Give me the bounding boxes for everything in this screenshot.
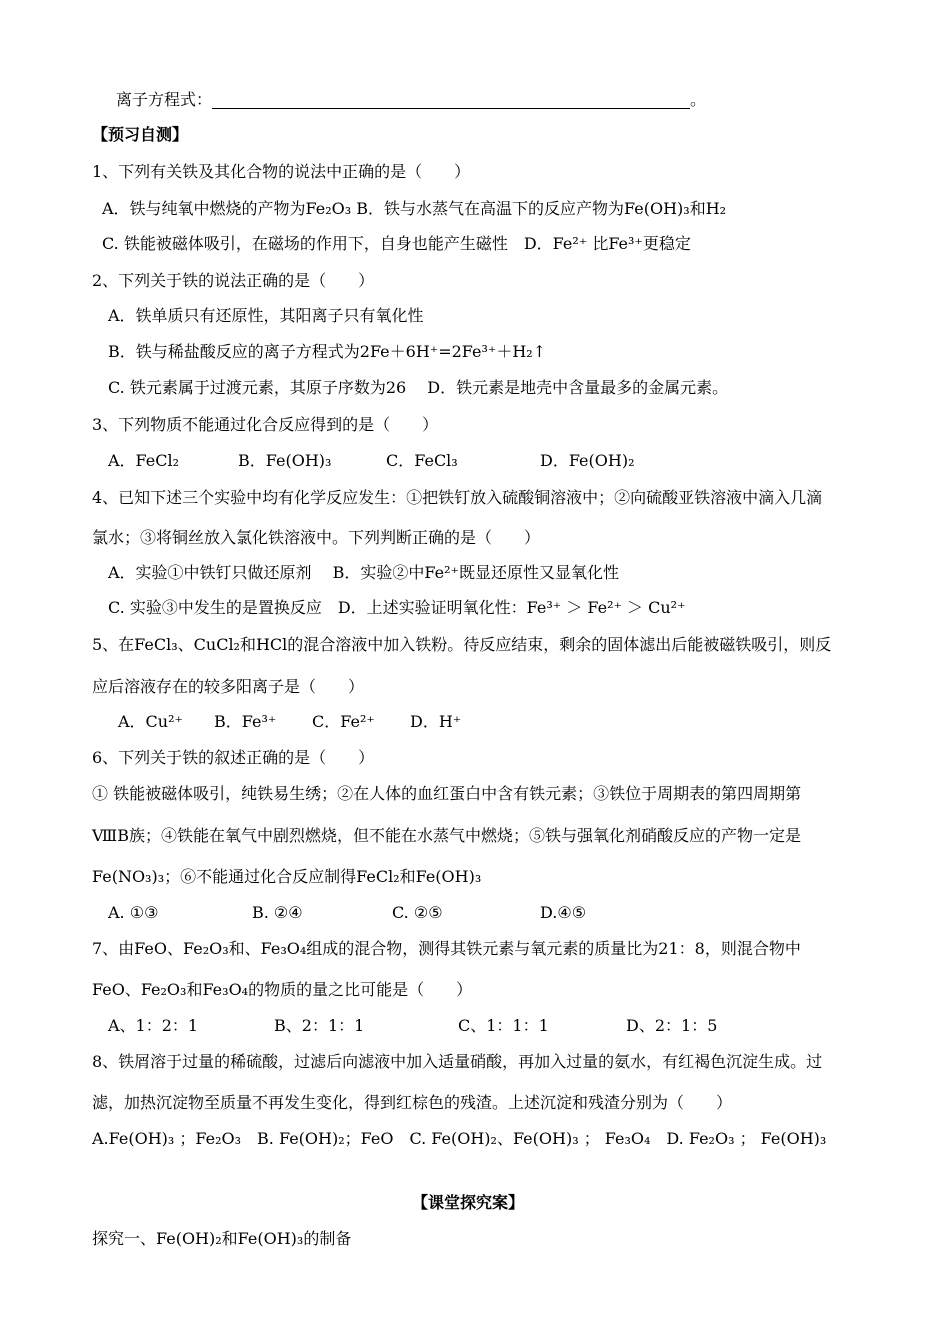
q7-option-d: D、2：1：5 (626, 1016, 718, 1035)
q8-stem-line1: 8、铁屑溶于过量的稀硫酸，过滤后向滤液中加入适量硝酸，再加入过量的氨水，有红褐色沉淀生成。过 (92, 1052, 823, 1071)
ion-equation-label: 离子方程式： (116, 90, 213, 109)
q8-stem-line2: 滤，加热沉淀物至质量不再发生变化，得到红棕色的残渣。上述沉淀和残渣分别为（ ） (92, 1093, 733, 1112)
ion-equation-line (116, 90, 706, 110)
q2-option-b: B．铁与稀盐酸反应的离子方程式为2Fe＋6H⁺=2Fe³⁺＋H₂↑ (108, 342, 547, 361)
q7-stem-line2: FeO、Fe₂O₃和Fe₃O₄的物质的量之比可能是（ ） (92, 980, 473, 999)
q5-option-d: D．H⁺ (410, 712, 462, 731)
q6-option-b: B. ②④ (252, 903, 303, 922)
q5-stem-line2: 应后溶液存在的较多阳离子是（ ） (92, 677, 365, 696)
q7-stem-line1: 7、由FeO、Fe₂O₃和、Fe₃O₄组成的混合物，测得其铁元素与氧元素的质量比为21：8，则混合物中 (92, 939, 801, 958)
q6-option-a: A. ①③ (108, 903, 159, 922)
q6-stem: 6、下列关于铁的叙述正确的是（ ） (92, 748, 375, 767)
q7-option-a: A、1：2：1 (108, 1016, 199, 1035)
answer-blank[interactable] (212, 92, 690, 109)
section-preview-heading: 【预习自测】 (92, 125, 189, 144)
q4-options-cd: C. 实验③中发生的是置换反应 D．上述实验证明氧化性：Fe³⁺ ＞ Fe²⁺ ＞ Cu²⁺ (108, 598, 686, 617)
q1-options-cd: C. 铁能被磁体吸引，在磁场的作用下，自身也能产生磁性 D．Fe²⁺ 比Fe³⁺更稳定 (102, 234, 691, 253)
q3-option-a: A．FeCl₂ (108, 451, 180, 470)
q2-options-cd: C. 铁元素属于过渡元素，其原子序数为26 D．铁元素是地壳中含量最多的金属元素。 (108, 378, 729, 397)
q6-statement-line3: Fe(NO₃)₃；⑥不能通过化合反应制得FeCl₂和Fe(OH)₃ (92, 867, 482, 886)
q5-stem-line1: 5、在FeCl₃、CuCl₂和HCl的混合溶液中加入铁粉。待反应结束，剩余的固体滤出后能被磁铁吸引，则反 (92, 635, 832, 654)
q7-option-b: B、2：1：1 (274, 1016, 365, 1035)
section-class-heading: 【课堂探究案】 (412, 1193, 525, 1212)
q2-stem: 2、下列关于铁的说法正确的是（ ） (92, 271, 375, 290)
explore-one-title: 探究一、Fe(OH)₂和Fe(OH)₃的制备 (92, 1229, 352, 1248)
q1-stem: 1、下列有关铁及其化合物的说法中正确的是（ ） (92, 162, 471, 181)
q2-option-a: A．铁单质只有还原性，其阳离子只有氧化性 (108, 306, 424, 325)
q6-statement-line2: ⅧB族；④铁能在氧气中剧烈燃烧，但不能在水蒸气中燃烧；⑤铁与强氧化剂硝酸反应的产物一定是 (92, 826, 801, 845)
q3-stem: 3、下列物质不能通过化合反应得到的是（ ） (92, 415, 439, 434)
q6-option-d: D.④⑤ (540, 903, 587, 922)
ion-equation-end: 。 (690, 90, 707, 109)
q3-option-d: D．Fe(OH)₂ (540, 451, 635, 470)
q3-option-c: C．FeCl₃ (386, 451, 458, 470)
q4-stem-line1: 4、已知下述三个实验中均有化学反应发生：①把铁钉放入硫酸铜溶液中；②向硫酸亚铁溶液中滴入几滴 (92, 488, 823, 507)
q4-options-ab: A．实验①中铁钉只做还原剂 B．实验②中Fe²⁺既显还原性又显氧化性 (108, 563, 619, 582)
q4-stem-line2: 氯水；③将铜丝放入氯化铁溶液中。下列判断正确的是（ ） (92, 528, 541, 547)
q1-options-ab: A．铁与纯氧中燃烧的产物为Fe₂O₃ B．铁与水蒸气在高温下的反应产物为Fe(OH)₃和H₂ (102, 199, 727, 218)
q8-options: A.Fe(OH)₃ ；Fe₂O₃ B. Fe(OH)₂；FeO C. Fe(OH)₂、Fe(OH)₃ ； Fe₃O₄ D. Fe₂O₃ ； Fe(OH)₃ (92, 1129, 827, 1148)
q3-option-b: B．Fe(OH)₃ (238, 451, 332, 470)
q5-option-c: C．Fe²⁺ (312, 712, 375, 731)
q6-option-c: C. ②⑤ (392, 903, 443, 922)
q7-option-c: C、1：1：1 (458, 1016, 549, 1035)
q5-option-b: B．Fe³⁺ (214, 712, 277, 731)
q6-statement-line1: ① 铁能被磁体吸引，纯铁易生绣；②在人体的血红蛋白中含有铁元素；③铁位于周期表的第四周期第 (92, 784, 802, 803)
q5-option-a: A．Cu²⁺ (118, 712, 183, 731)
